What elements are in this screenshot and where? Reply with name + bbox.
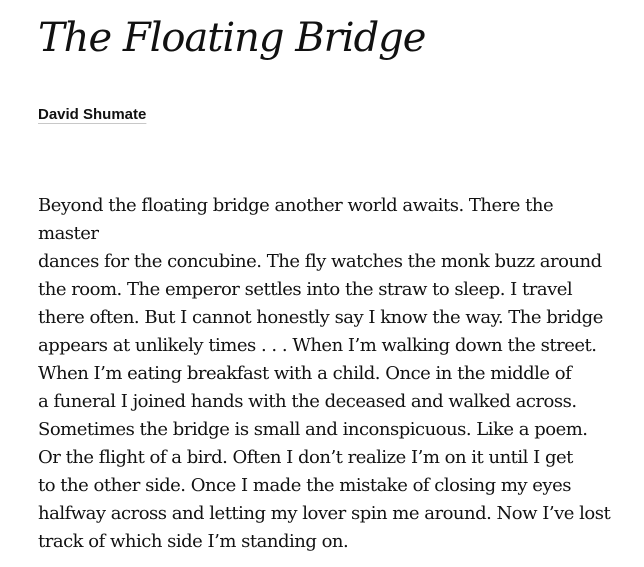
poem-line: halfway across and letting my lover spin me around. Now I’ve lost: [38, 503, 611, 524]
poem-line: Sometimes the bridge is small and inconspicuous. Like a poem.: [38, 419, 588, 440]
poem-line: a funeral I joined hands with the deceased and walked across.: [38, 391, 577, 412]
poem-line: master: [38, 223, 99, 244]
poem-line: track of which side I’m standing on.: [38, 531, 349, 552]
poem-line: appears at unlikely times . . . When I’m walking down the street.: [38, 335, 597, 356]
poem-line: dances for the concubine. The fly watches the monk buzz around: [38, 251, 602, 272]
poem-line: Or the flight of a bird. Often I don’t realize I’m on it until I get: [38, 447, 573, 468]
poem-line: Beyond the floating bridge another world awaits. There the: [38, 195, 554, 216]
poem-line: the room. The emperor settles into the straw to sleep. I travel: [38, 279, 573, 300]
article: [38, 0, 644, 567]
author-link[interactable]: David Shumate: [38, 106, 147, 123]
poem-title: The Floating Bridge: [38, 15, 426, 61]
poem-line: to the other side. Once I made the mistake of closing my eyes: [38, 475, 571, 496]
poem-line: When I’m eating breakfast with a child. Once in the middle of: [38, 363, 572, 384]
poem-body: [38, 192, 610, 556]
poem-line: there often. But I cannot honestly say I know the way. The bridge: [38, 307, 603, 328]
